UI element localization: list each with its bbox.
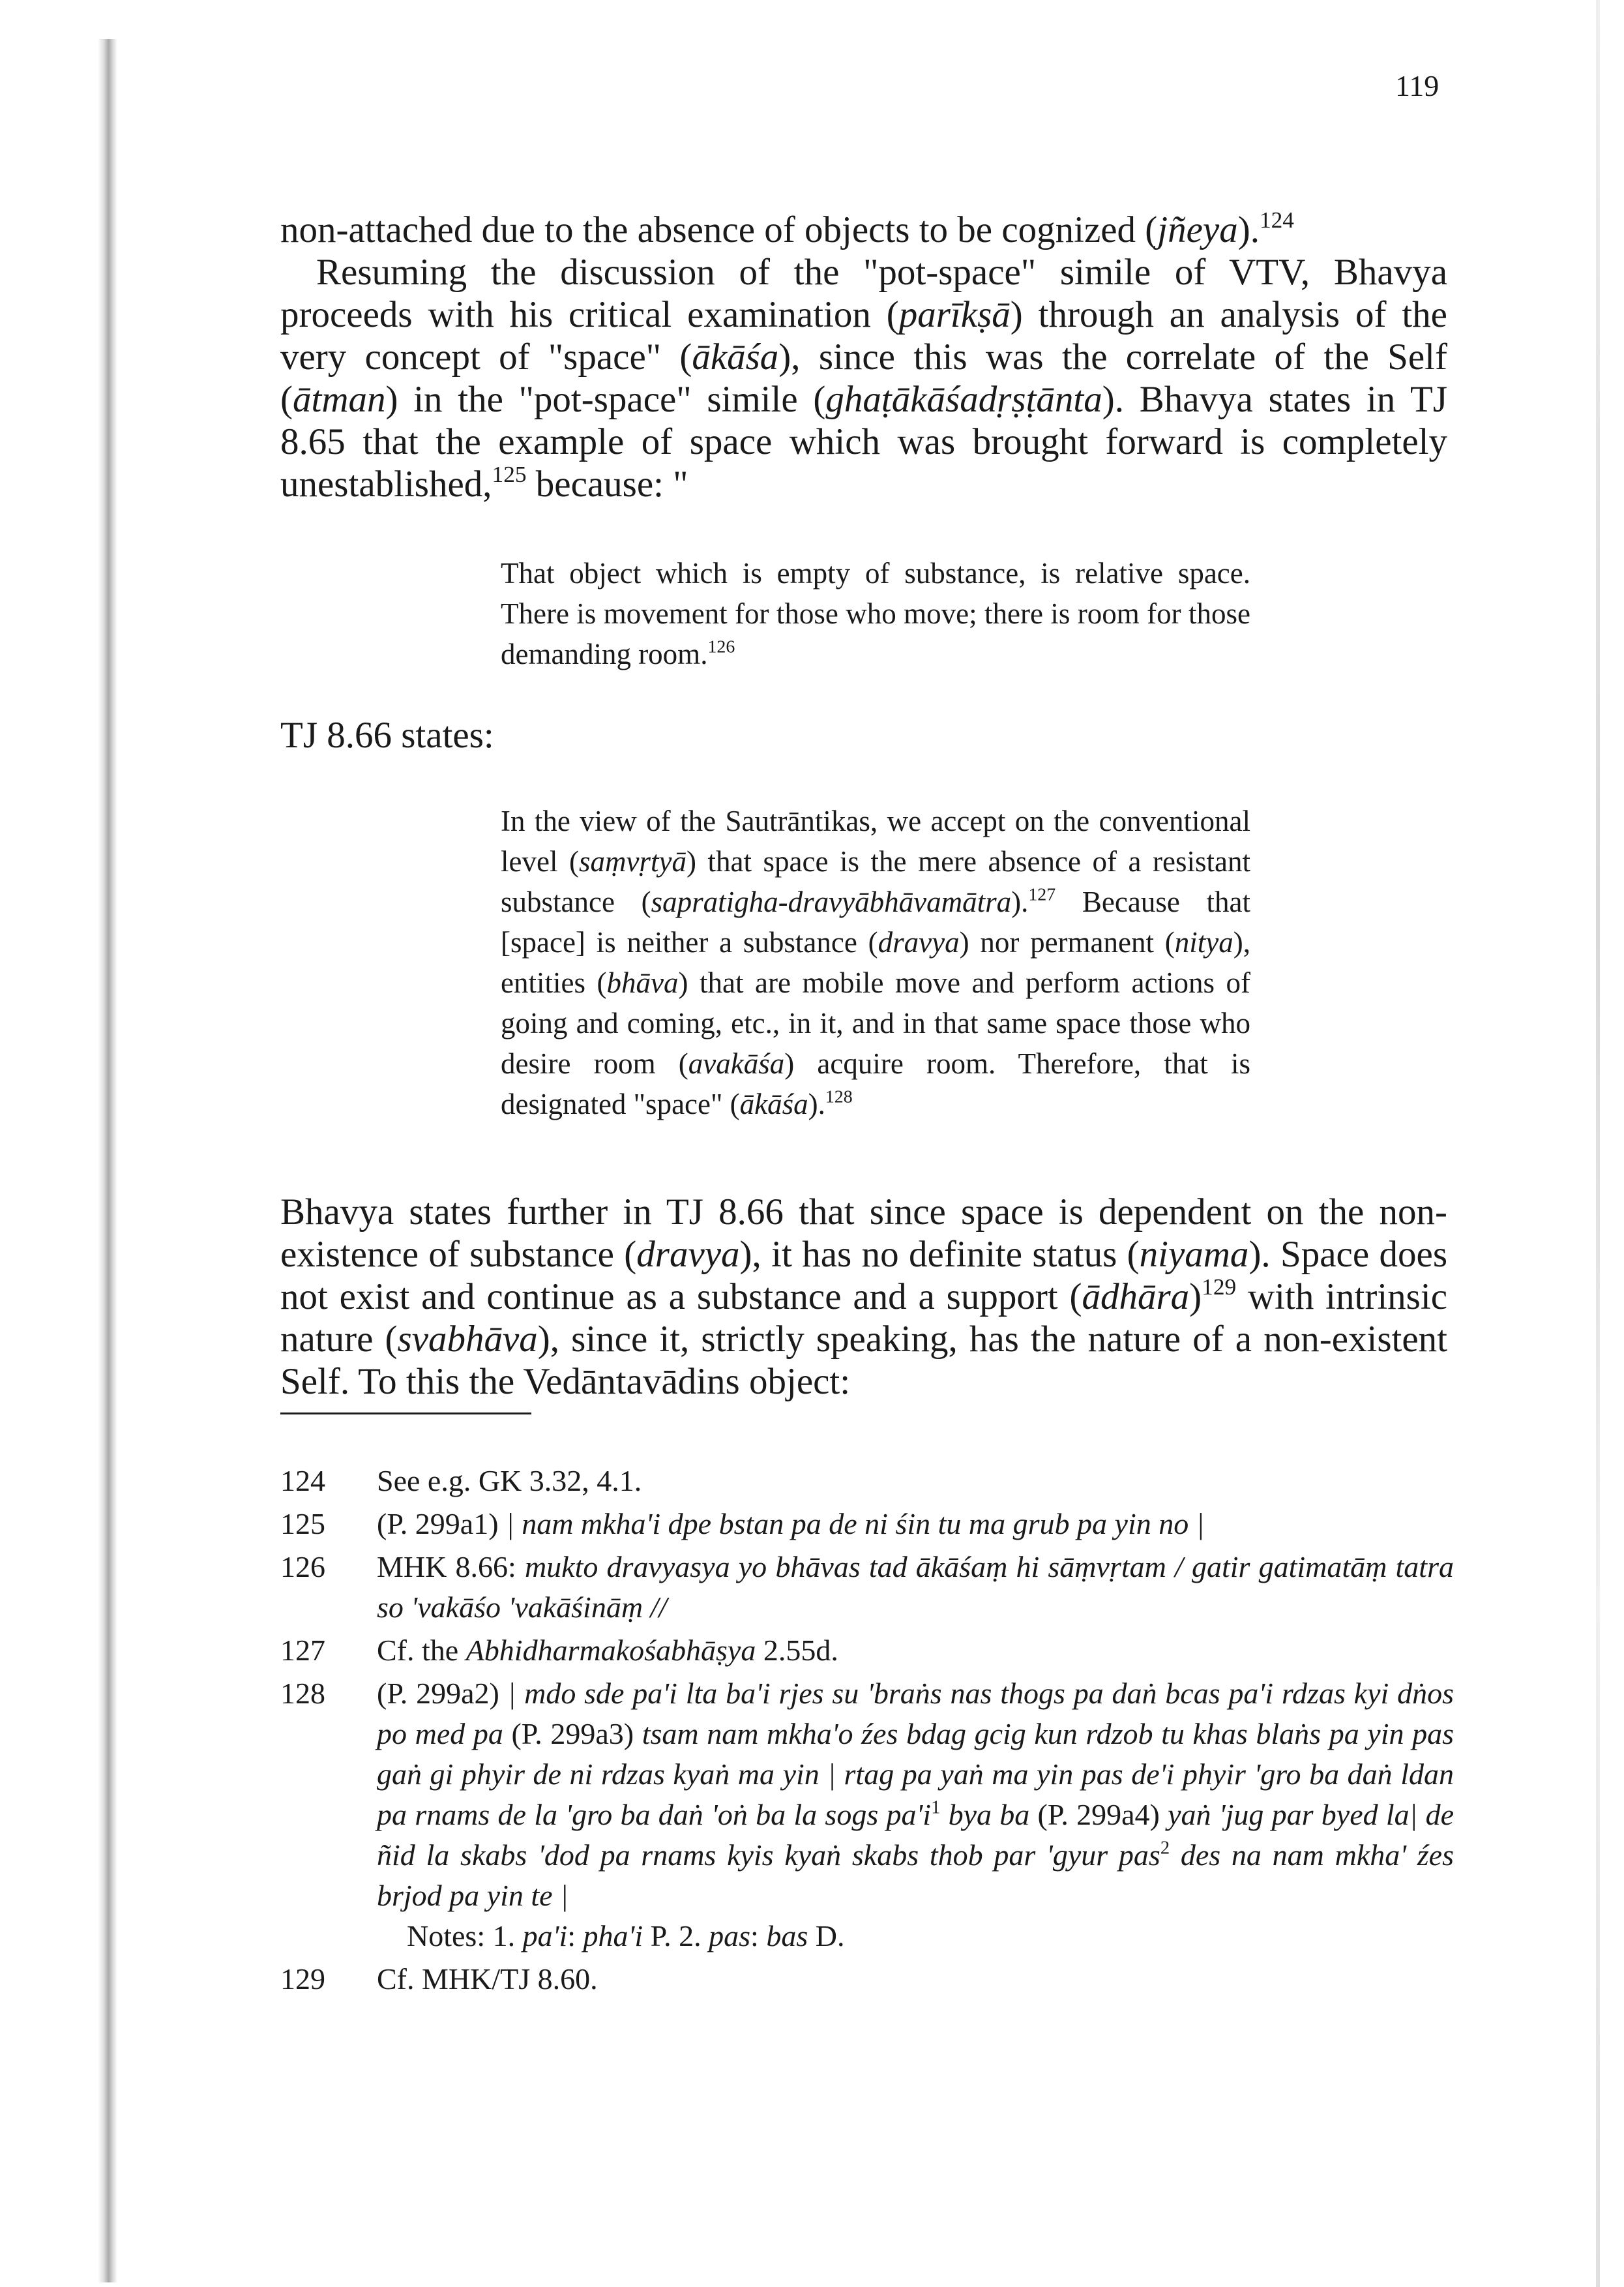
footnote-ref-127[interactable]: 127 [1028,884,1056,905]
footnote-ref-128[interactable]: 128 [825,1086,853,1107]
footnote-128 [280,1673,1454,1956]
paragraph-continuation: non-attached due to the absence of objects to be cognized (jñeya).$^{124}$ [280,207,1294,250]
footnote-text: MHK 8.66: mukto dravyasya yo bhāvas tad ākāśaṃ hi sāṃvṛtam / gatir gatimatāṃ tatra so 'vakāśo 'vakāśināṃ // [377,1550,1454,1624]
paragraph-intro [280,209,1447,505]
block-quote-2: In the view of the Sautrāntikas, we accept on the conventional level (saṃvṛtyā) that space is the mere absence of a resistant substance (sapratigha-dravyābhāvamātra).$^{127}$ Because that [space] is neither a substance (dravya) nor permanent (nitya), entities (bhāva) that are mobile move and perform actions of going and coming, etc., in it, and in that same space those who desire room (avakāśa) acquire room. Therefore, that is designated "space" (ākāśa).$^{128}$ [501,805,1250,1120]
paragraph-further [280,1191,1447,1403]
paragraph-further-text: Bhavya states further in TJ 8.66 that since space is dependent on the non-existence of substance (dravya), it has no definite status (niyama). Space does not exist and continue as a substance and a support (ādhāra)$^{129}$ with intrinsic nature (svabhāva), since it, strictly speaking, has the nature of a non-existent Self. To this the Vedāntavādins object: [280,1191,1448,1402]
footnote-text: (P. 299a1) | nam mkha'i dpe bstan pa de ni śin tu ma grub pa yin no | [377,1507,1205,1540]
footnote-ref-126[interactable]: 126 [707,636,735,657]
block-quote-1: That object which is empty of substance, is relative space. There is movement for those who move; there is room for those demanding room.$^{126}$ [501,557,1250,670]
footnote-text: Cf. MHK/TJ 8.60. [377,1962,598,1996]
paragraph-resuming: Resuming the discussion of the "pot-space" simile of VTV, Bhavya proceeds with his critical examination (parīkṣā) through an analysis of the very concept of "space" (ākāśa), since this was the correlate of the Self (ātman) in the "pot-space" simile (ghaṭākāśadṛṣṭānta). Bhavya states in TJ 8.65 that the example of space which was brought forward is completely unestablished,$^{125}$ because: " [280,252,1447,505]
footnote-text: See e.g. GK 3.32, 4.1. [377,1464,642,1497]
footnote-notes: Notes: 1. pa'i: pha'i P. 2. pas: bas D. [407,1919,845,1952]
footnote-129 [280,1959,1454,1999]
footnote-separator [280,1413,531,1414]
footnote-number: 129 [280,1962,325,1996]
footnote-ref-125[interactable]: 125 [492,462,527,488]
footnote-number: 126 [280,1550,325,1583]
book-binding-shadow [98,39,117,2282]
footnote-ref-129[interactable]: 129 [1202,1274,1237,1300]
footnote-number: 127 [280,1634,325,1667]
footnote-124 [280,1461,1454,1501]
footnote-ref-124[interactable]: 124 [1259,207,1294,233]
footnote-text: Cf. the Abhidharmakośabhāṣya 2.55d. [377,1634,838,1667]
footnote-125 [280,1504,1454,1544]
footnote-number: 128 [280,1677,325,1710]
footnote-127 [280,1630,1454,1671]
footnote-number: 124 [280,1464,325,1497]
footnote-number: 125 [280,1507,325,1540]
page-number: 119 [1395,69,1439,102]
footnote-126 [280,1547,1454,1628]
footnote-text: (P. 299a2) | mdo sde pa'i lta ba'i rjes su 'braṅs nas thogs pa daṅ bcas pa'i rdzas kyi dṅos po med pa (P. 299a3) tsam nam mkha'o źes bdag gcig kun rdzob tu khas blaṅs pa yin pas gaṅ gi phyir de ni rdzas kyaṅ ma yin | rtag pa yaṅ ma yin pas de'i phyir 'gro ba daṅ ldan pa rnams de la 'gro ba daṅ 'oṅ ba la sogs $pa'i^1$ bya ba (P. 299a4) yaṅ 'jug par byed la| de ñid la skabs 'dod pa rnams kyis kyaṅ skabs thob par 'gyur pas$^2$ des na nam mkha' źes brjod pa yin te | Notes: 1. pa'i: pha'i P. 2. pas: bas D. [377,1673,1454,1956]
section-label: TJ 8.66 states: [280,715,494,756]
page-edge [1596,0,1600,2287]
footnotes [280,1461,1454,2002]
